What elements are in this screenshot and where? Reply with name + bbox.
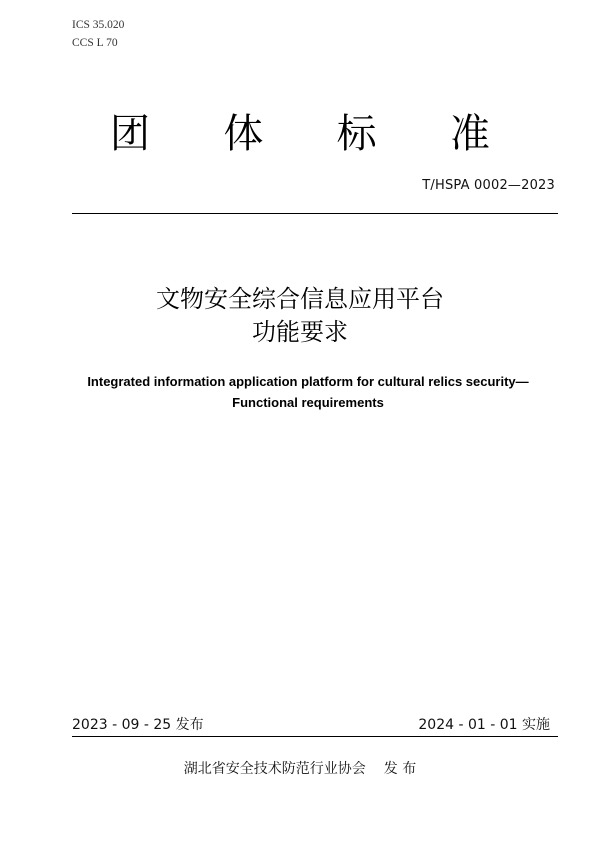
bottom-divider (72, 736, 558, 737)
standard-type-char: 标 (336, 111, 377, 157)
publisher-name: 湖北省安全技术防范行业协会 (183, 761, 366, 777)
publisher-line (0, 758, 600, 778)
publish-action: 发 布 (383, 761, 417, 777)
english-title-line2: Functional requirements (232, 395, 384, 410)
english-title (0, 371, 600, 413)
standard-type-heading (110, 108, 490, 160)
standard-type-char: 体 (223, 111, 264, 157)
chinese-title-line1: 文物安全综合信息应用平台 (156, 285, 444, 313)
ics-code: ICS 35.020 (72, 19, 125, 31)
standard-type-char: 准 (449, 111, 490, 157)
issue-date: 2023 - 09 - 25 发布 (72, 717, 204, 733)
standard-number: T/HSPA 0002—2023 (422, 178, 555, 193)
english-title-line1: Integrated information application platform for cultural relics security— (87, 374, 529, 389)
ccs-code: CCS L 70 (72, 37, 118, 49)
chinese-title-line2: 功能要求 (252, 318, 348, 346)
standard-type-char: 团 (110, 111, 150, 157)
top-divider (72, 213, 558, 214)
chinese-title (0, 283, 600, 349)
classification-codes (72, 16, 124, 52)
implementation-date: 2024 - 01 - 01 实施 (418, 717, 550, 733)
